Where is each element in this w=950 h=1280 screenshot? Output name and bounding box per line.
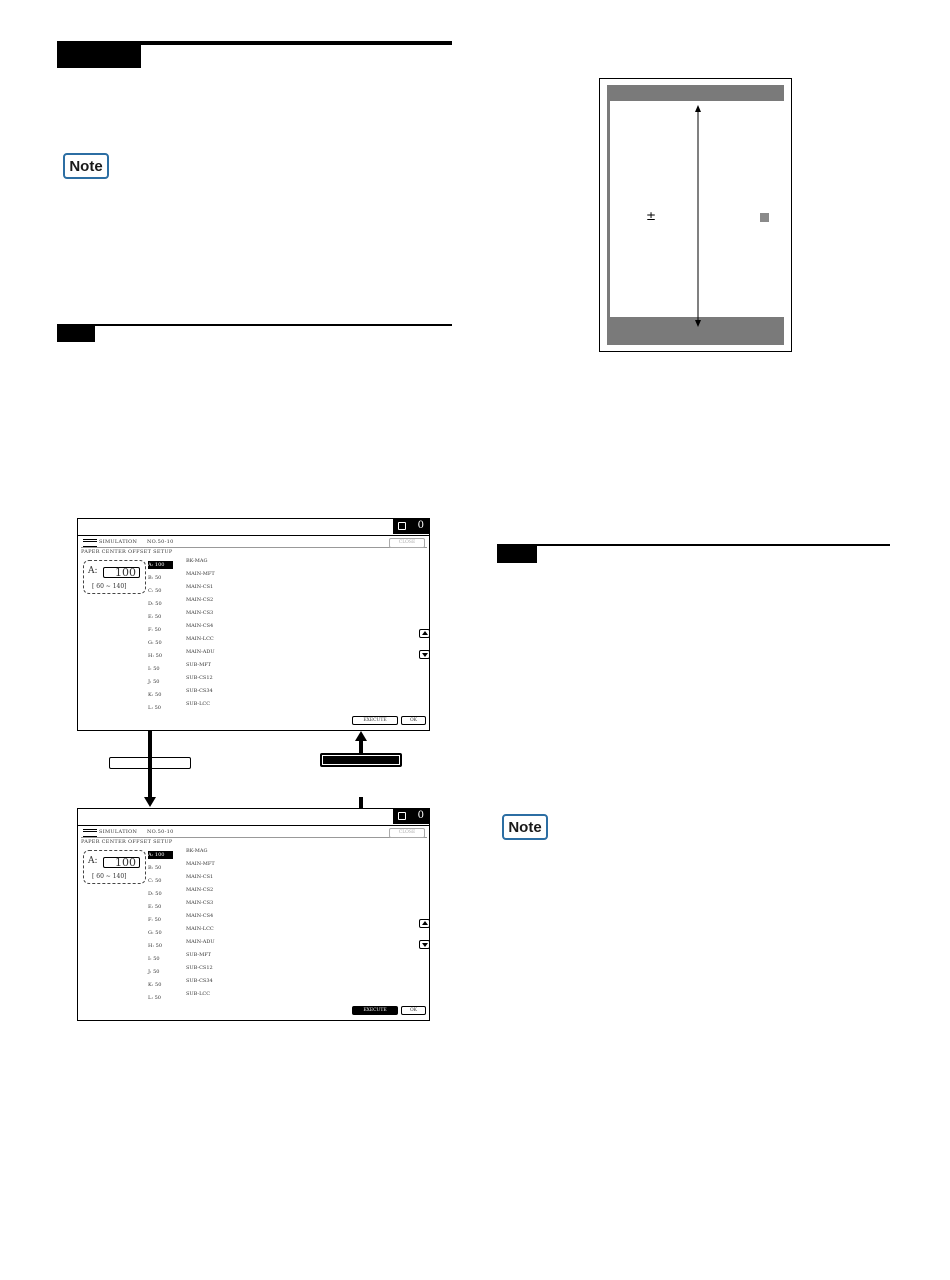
- row-name: MAIN-MFT: [186, 861, 215, 867]
- section-tag-2: [57, 324, 95, 342]
- row-key: I: 50: [148, 956, 160, 962]
- arrow-up-icon: [422, 921, 428, 925]
- setting-row-f[interactable]: [148, 623, 268, 635]
- row-name: MAIN-LCC: [186, 926, 214, 932]
- value-field[interactable]: 100: [103, 567, 140, 578]
- row-key: K: 50: [148, 982, 162, 988]
- row-key: B: 50: [148, 865, 162, 871]
- row-key: E: 50: [148, 614, 162, 620]
- row-name: MAIN-MFT: [186, 571, 215, 577]
- row-key: L: 50: [148, 995, 161, 1001]
- row-name: SUB-CS12: [186, 675, 213, 681]
- setting-row-e[interactable]: [148, 610, 268, 622]
- row-name: SUB-LCC: [186, 991, 211, 997]
- value-field[interactable]: 100: [103, 857, 140, 868]
- scroll-up-button[interactable]: [419, 919, 430, 928]
- dimension-arrow: [600, 79, 793, 353]
- scroll-down-button[interactable]: [419, 940, 430, 949]
- row-key: E: 50: [148, 904, 162, 910]
- setting-row-g[interactable]: [148, 636, 268, 648]
- row-name: SUB-MFT: [186, 952, 212, 958]
- setting-row-i[interactable]: [148, 952, 268, 964]
- row-key: A: 100: [148, 561, 173, 569]
- row-name: MAIN-ADU: [186, 939, 215, 945]
- setting-row-h[interactable]: [148, 649, 268, 661]
- setting-row-k[interactable]: [148, 978, 268, 990]
- note-label: Note: [508, 818, 542, 836]
- setting-row-j[interactable]: [148, 965, 268, 977]
- counter-value: 0: [417, 520, 424, 531]
- setting-row-d[interactable]: [148, 887, 268, 899]
- row-name: MAIN-CS4: [186, 623, 214, 629]
- section-tag-1: [57, 41, 141, 68]
- row-name: MAIN-LCC: [186, 636, 214, 642]
- row-name: MAIN-CS2: [186, 887, 214, 893]
- flow-line-up: [359, 741, 363, 753]
- setting-row-b[interactable]: [148, 861, 268, 873]
- paper-offset-diagram: [599, 78, 792, 352]
- row-key: H: 50: [148, 943, 162, 949]
- row-key: H: 50: [148, 653, 162, 659]
- row-key: D: 50: [148, 891, 162, 897]
- row-key: D: 50: [148, 601, 162, 607]
- arrow-down-icon: [422, 653, 428, 657]
- row-name: BK-MAG: [186, 558, 208, 564]
- value-entry-box: [83, 850, 146, 884]
- simulation-label: SIMULATION: [99, 539, 138, 545]
- scroll-up-button[interactable]: [419, 629, 430, 638]
- row-key: L: 50: [148, 705, 161, 711]
- row-key: J: 50: [148, 969, 160, 975]
- row-key: K: 50: [148, 692, 162, 698]
- row-name: MAIN-CS3: [186, 900, 214, 906]
- row-key: B: 50: [148, 575, 162, 581]
- simulation-screen-before: [77, 518, 430, 731]
- note-label: Note: [69, 157, 103, 175]
- row-name: MAIN-CS4: [186, 913, 214, 919]
- row-key: I: 50: [148, 666, 160, 672]
- simulation-screen-after: [77, 808, 430, 1021]
- setting-row-c[interactable]: [148, 874, 268, 886]
- row-name: MAIN-CS2: [186, 597, 214, 603]
- setting-row-k[interactable]: [148, 688, 268, 700]
- screen-subtitle: PAPER CENTER OFFSET SETUP: [81, 549, 173, 555]
- execute-button[interactable]: EXECUTE: [352, 1006, 398, 1015]
- section-rule-2: [57, 324, 452, 326]
- copy-icon: [398, 812, 406, 820]
- setting-row-l[interactable]: [148, 701, 268, 713]
- execute-button[interactable]: EXECUTE: [352, 716, 398, 725]
- simulation-number: NO.50-10: [147, 539, 174, 545]
- setting-row-a[interactable]: [148, 848, 268, 860]
- row-name: MAIN-CS3: [186, 610, 214, 616]
- setting-row-a[interactable]: [148, 558, 268, 570]
- copy-counter: [393, 519, 429, 534]
- row-key: C: 50: [148, 878, 162, 884]
- copy-icon: [398, 522, 406, 530]
- note-badge-2: [502, 814, 548, 840]
- ok-button[interactable]: OK: [401, 1006, 426, 1015]
- arrow-up-icon: [422, 631, 428, 635]
- row-name: MAIN-CS1: [186, 874, 214, 880]
- value-entry-box: [83, 560, 146, 594]
- close-button[interactable]: CLOSE: [389, 828, 425, 838]
- simulation-header: [81, 538, 427, 548]
- copy-counter: [393, 809, 429, 824]
- menu-icon[interactable]: [83, 539, 97, 547]
- setting-row-e[interactable]: [148, 900, 268, 912]
- setting-row-b[interactable]: [148, 571, 268, 583]
- field-label: A:: [88, 566, 98, 576]
- row-name: MAIN-CS1: [186, 584, 214, 590]
- row-key: J: 50: [148, 679, 160, 685]
- flow-button-dark: [320, 753, 402, 767]
- flow-button-light: [109, 757, 191, 769]
- row-key: F: 50: [148, 917, 161, 923]
- setting-row-j[interactable]: [148, 675, 268, 687]
- section-tag-3: [497, 544, 537, 563]
- screen-subtitle: PAPER CENTER OFFSET SETUP: [81, 839, 173, 845]
- field-label: A:: [88, 856, 98, 866]
- row-key: F: 50: [148, 627, 161, 633]
- counter-value: 0: [417, 810, 424, 821]
- row-name: MAIN-ADU: [186, 649, 215, 655]
- row-key: G: 50: [148, 640, 162, 646]
- row-key: G: 50: [148, 930, 162, 936]
- flow-arrow-down: [144, 797, 156, 807]
- setting-row-f[interactable]: [148, 913, 268, 925]
- value-range: [ 60 ~ 140]: [92, 873, 127, 880]
- setting-row-d[interactable]: [148, 597, 268, 609]
- simulation-header: [81, 828, 427, 838]
- scroll-down-button[interactable]: [419, 650, 430, 659]
- section-rule-3: [497, 544, 890, 546]
- ok-button[interactable]: OK: [401, 716, 426, 725]
- setting-row-h[interactable]: [148, 939, 268, 951]
- simulation-number: NO.50-10: [147, 829, 174, 835]
- row-name: BK-MAG: [186, 848, 208, 854]
- close-button[interactable]: CLOSE: [389, 538, 425, 548]
- row-name: SUB-CS34: [186, 978, 213, 984]
- screen-top-divider: [78, 825, 429, 826]
- screen-top-divider: [78, 535, 429, 536]
- row-key: A: 100: [148, 851, 173, 859]
- row-name: SUB-MFT: [186, 662, 212, 668]
- setting-row-i[interactable]: [148, 662, 268, 674]
- row-name: SUB-CS34: [186, 688, 213, 694]
- note-badge-1: [63, 153, 109, 179]
- simulation-label: SIMULATION: [99, 829, 138, 835]
- setting-row-l[interactable]: [148, 991, 268, 1003]
- setting-row-g[interactable]: [148, 926, 268, 938]
- arrow-down-icon: [422, 943, 428, 947]
- row-name: SUB-CS12: [186, 965, 213, 971]
- menu-icon[interactable]: [83, 829, 97, 837]
- flow-arrow-up: [355, 731, 367, 741]
- row-name: SUB-LCC: [186, 701, 211, 707]
- value-range: [ 60 ~ 140]: [92, 583, 127, 590]
- row-key: C: 50: [148, 588, 162, 594]
- plus-minus-symbol: ±: [646, 209, 657, 223]
- setting-row-c[interactable]: [148, 584, 268, 596]
